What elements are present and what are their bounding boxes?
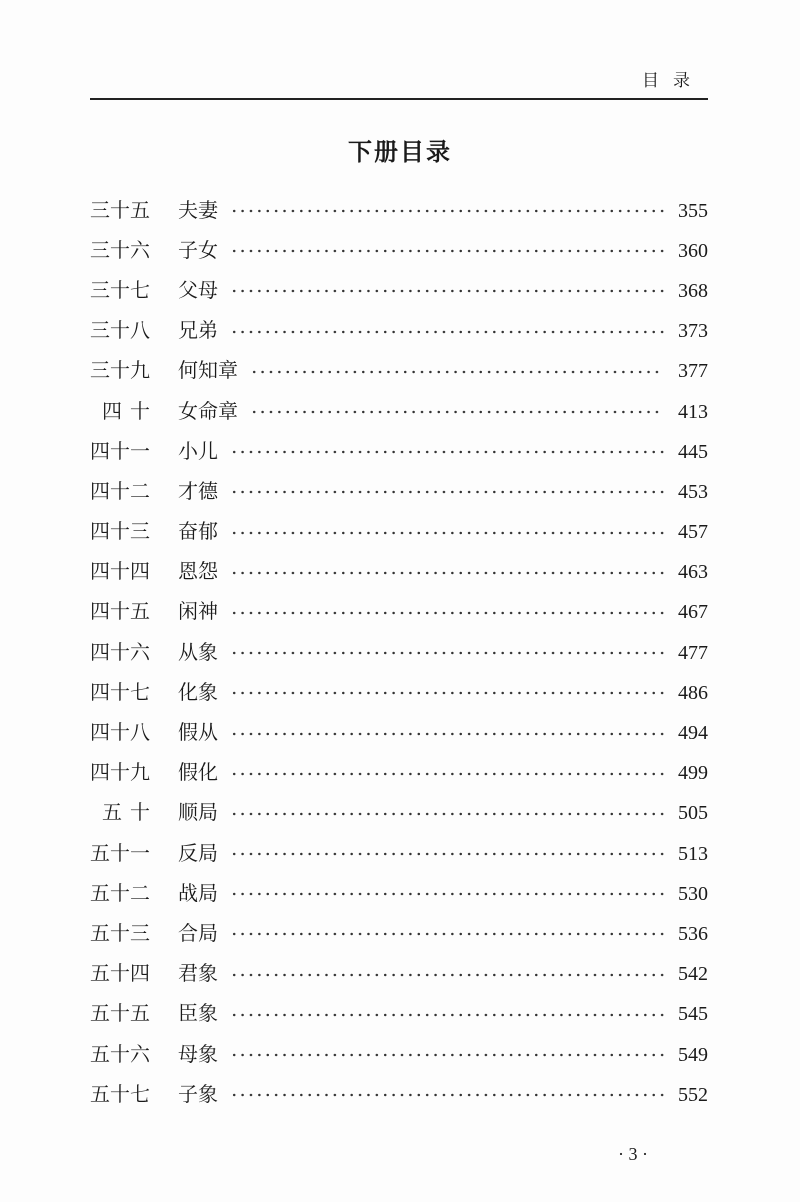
chapter-title: 闲神 bbox=[178, 599, 218, 624]
chapter-page-number: 549 bbox=[678, 1043, 708, 1066]
dot-leader bbox=[230, 450, 664, 454]
chapter-title: 合局 bbox=[178, 920, 218, 945]
chapter-page-number: 413 bbox=[678, 400, 708, 423]
chapter-page-number: 360 bbox=[678, 239, 708, 262]
chapter-page-number: 545 bbox=[678, 1003, 708, 1026]
chapter-title: 顺局 bbox=[178, 800, 218, 825]
toc-entry bbox=[90, 670, 708, 710]
dot-leader bbox=[230, 289, 664, 293]
toc-entry bbox=[90, 630, 708, 670]
table-of-contents bbox=[90, 188, 708, 1112]
chapter-number: 三十九 bbox=[90, 358, 150, 383]
chapter-title: 从象 bbox=[178, 639, 218, 664]
chapter-number: 三十五 bbox=[90, 197, 150, 222]
toc-entry bbox=[90, 309, 708, 349]
toc-entry bbox=[90, 188, 708, 228]
chapter-title: 才德 bbox=[178, 478, 218, 503]
chapter-page-number: 530 bbox=[678, 882, 708, 905]
chapter-page-number: 445 bbox=[678, 440, 708, 463]
toc-entry bbox=[90, 911, 708, 951]
toc-entry bbox=[90, 871, 708, 911]
chapter-number: 五十二 bbox=[90, 880, 150, 905]
toc-entry bbox=[90, 429, 708, 469]
chapter-page-number: 536 bbox=[678, 922, 708, 945]
dot-leader bbox=[230, 490, 664, 494]
dot-leader bbox=[230, 611, 664, 615]
chapter-page-number: 355 bbox=[678, 199, 708, 222]
chapter-title: 兄弟 bbox=[178, 318, 218, 343]
chapter-title: 化象 bbox=[178, 679, 218, 704]
chapter-number: 四十六 bbox=[90, 639, 150, 664]
chapter-number: 四十二 bbox=[90, 478, 150, 503]
chapter-page-number: 463 bbox=[678, 561, 708, 584]
toc-entry bbox=[90, 268, 708, 308]
toc-entry bbox=[90, 710, 708, 750]
dot-leader bbox=[230, 1053, 664, 1057]
toc-entry bbox=[90, 1032, 708, 1072]
toc-entry bbox=[90, 469, 708, 509]
chapter-number: 四十四 bbox=[90, 559, 150, 584]
chapter-title: 反局 bbox=[178, 840, 218, 865]
chapter-page-number: 477 bbox=[678, 641, 708, 664]
chapter-title: 女命章 bbox=[178, 398, 238, 423]
chapter-page-number: 494 bbox=[678, 722, 708, 745]
chapter-number: 五十一 bbox=[90, 840, 150, 865]
chapter-page-number: 513 bbox=[678, 842, 708, 865]
page-title: 下册目录 bbox=[348, 138, 452, 166]
chapter-title: 臣象 bbox=[178, 1001, 218, 1026]
chapter-number: 五十 bbox=[102, 800, 150, 825]
chapter-page-number: 486 bbox=[678, 681, 708, 704]
chapter-number: 三十八 bbox=[90, 318, 150, 343]
chapter-page-number: 373 bbox=[678, 320, 708, 343]
chapter-number: 五十三 bbox=[90, 920, 150, 945]
dot-leader bbox=[230, 249, 664, 253]
chapter-number: 四十三 bbox=[90, 519, 150, 544]
chapter-number: 五十六 bbox=[90, 1041, 150, 1066]
dot-leader bbox=[230, 732, 664, 736]
chapter-title: 君象 bbox=[178, 961, 218, 986]
chapter-title: 父母 bbox=[178, 277, 218, 302]
dot-leader bbox=[230, 1013, 664, 1017]
toc-entry bbox=[90, 550, 708, 590]
dot-leader bbox=[230, 531, 664, 535]
chapter-page-number: 542 bbox=[678, 963, 708, 986]
chapter-number: 五十五 bbox=[90, 1001, 150, 1026]
dot-leader bbox=[250, 410, 664, 414]
chapter-page-number: 499 bbox=[678, 762, 708, 785]
chapter-page-number: 505 bbox=[678, 802, 708, 825]
dot-leader bbox=[230, 852, 664, 856]
dot-leader bbox=[230, 932, 664, 936]
toc-entry bbox=[90, 791, 708, 831]
chapter-number: 四十九 bbox=[90, 760, 150, 785]
chapter-number: 三十七 bbox=[90, 277, 150, 302]
toc-entry bbox=[90, 1072, 708, 1112]
chapter-title: 假从 bbox=[178, 720, 218, 745]
chapter-title: 恩怨 bbox=[178, 559, 218, 584]
dot-leader bbox=[230, 973, 664, 977]
chapter-number: 四十 bbox=[102, 398, 150, 423]
dot-leader bbox=[230, 812, 664, 816]
running-header bbox=[90, 0, 708, 100]
chapter-page-number: 377 bbox=[678, 360, 708, 383]
chapter-title: 奋郁 bbox=[178, 519, 218, 544]
chapter-title: 何知章 bbox=[178, 358, 238, 383]
chapter-title: 子女 bbox=[178, 237, 218, 262]
chapter-number: 三十六 bbox=[90, 237, 150, 262]
chapter-page-number: 368 bbox=[678, 279, 708, 302]
toc-entry bbox=[90, 590, 708, 630]
chapter-number: 四十八 bbox=[90, 720, 150, 745]
chapter-number: 四十五 bbox=[90, 599, 150, 624]
dot-leader bbox=[230, 571, 664, 575]
toc-entry bbox=[90, 992, 708, 1032]
toc-entry bbox=[90, 952, 708, 992]
toc-entry bbox=[90, 349, 708, 389]
dot-leader bbox=[250, 370, 664, 374]
dot-leader bbox=[230, 209, 664, 213]
dot-leader bbox=[230, 892, 664, 896]
dot-leader bbox=[230, 772, 664, 776]
chapter-page-number: 453 bbox=[678, 480, 708, 503]
toc-entry bbox=[90, 831, 708, 871]
chapter-title: 假化 bbox=[178, 760, 218, 785]
chapter-title: 夫妻 bbox=[178, 197, 218, 222]
running-title: 目录 bbox=[642, 71, 704, 91]
chapter-title: 小儿 bbox=[178, 438, 218, 463]
chapter-number: 五十七 bbox=[90, 1081, 150, 1106]
dot-leader bbox=[230, 651, 664, 655]
chapter-number: 四十一 bbox=[90, 438, 150, 463]
toc-entry bbox=[90, 510, 708, 550]
toc-entry bbox=[90, 389, 708, 429]
chapter-page-number: 552 bbox=[678, 1083, 708, 1106]
chapter-title: 子象 bbox=[178, 1081, 218, 1106]
chapter-number: 五十四 bbox=[90, 961, 150, 986]
chapter-title: 母象 bbox=[178, 1041, 218, 1066]
chapter-page-number: 467 bbox=[678, 601, 708, 624]
dot-leader bbox=[230, 330, 664, 334]
dot-leader bbox=[230, 1093, 664, 1097]
toc-entry bbox=[90, 228, 708, 268]
chapter-page-number: 457 bbox=[678, 521, 708, 544]
dot-leader bbox=[230, 691, 664, 695]
chapter-number: 四十七 bbox=[90, 679, 150, 704]
toc-entry bbox=[90, 751, 708, 791]
page-number: · 3 · bbox=[618, 1144, 648, 1164]
chapter-title: 战局 bbox=[178, 880, 218, 905]
